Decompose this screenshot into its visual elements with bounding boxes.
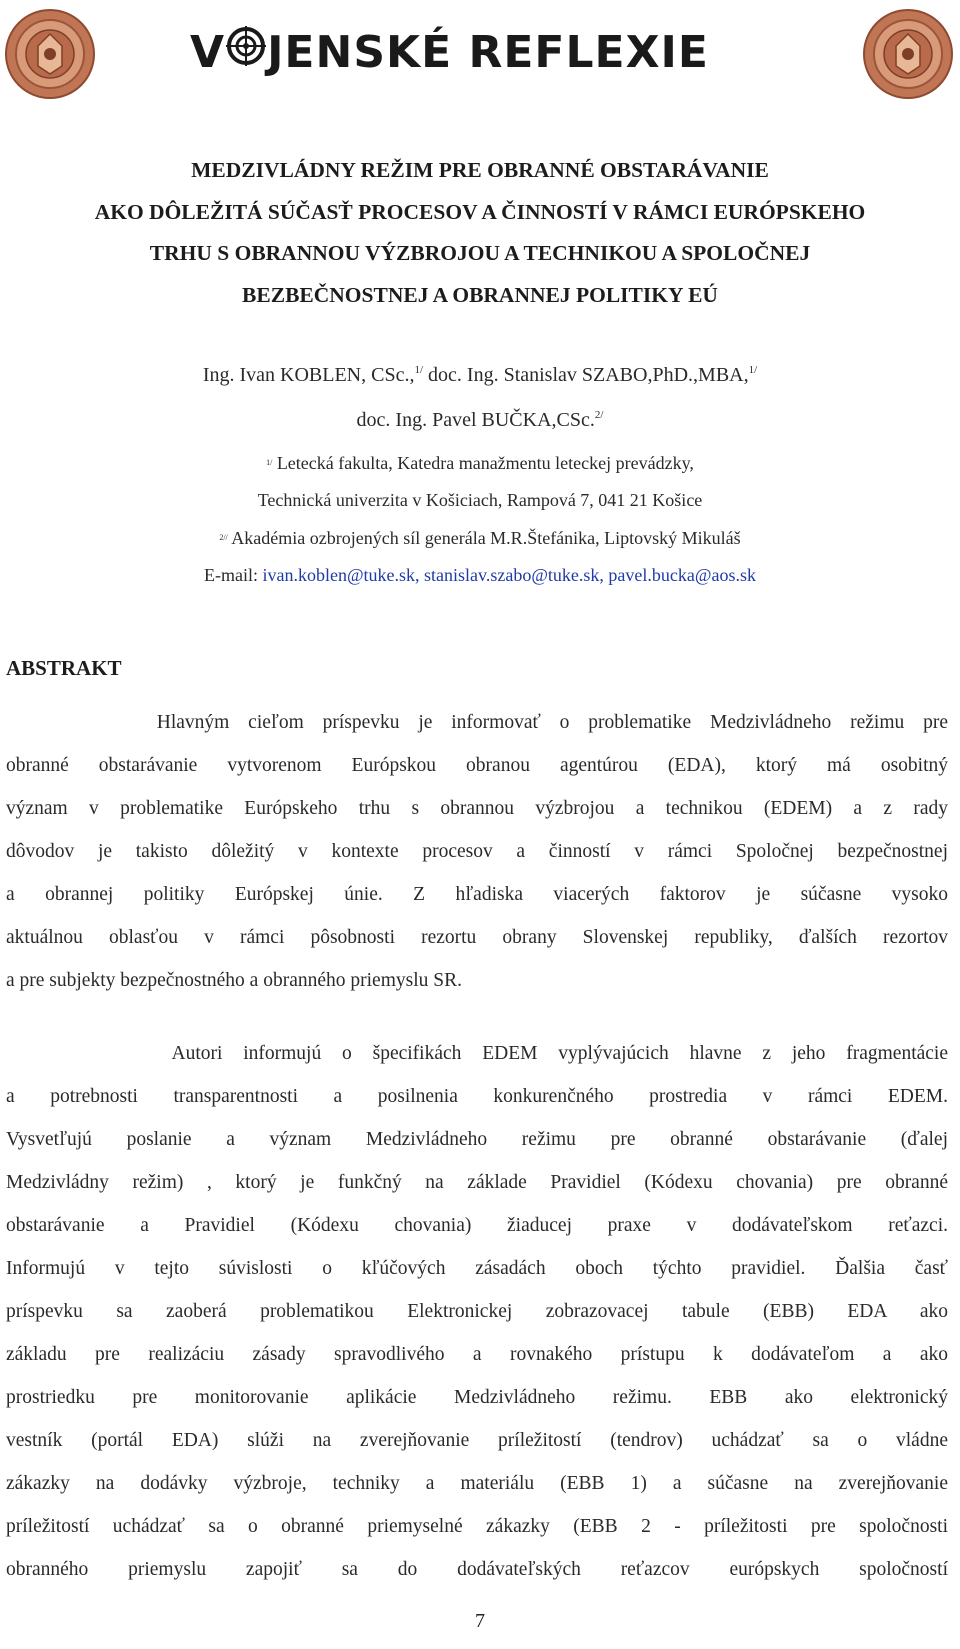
- text-line: obstarávanie a Pravidiel (Kódexu chovania) žiaducej praxe v dodávateľskom reťazci.: [6, 1215, 948, 1236]
- text-line: Informujú v tejto súvislosti o kľúčových zásadách oboch týchto pravidiel. Ďalšia časť: [6, 1258, 948, 1279]
- journal-header: [0, 0, 960, 110]
- text-line: a pre subjekty bezpečnostného a obranného priemyslu SR.: [6, 970, 462, 991]
- abstract-heading: ABSTRAKT: [6, 656, 122, 680]
- affiliation-marker: 2//: [219, 533, 228, 542]
- author-name: Ing. Ivan KOBLEN, CSc.,: [202, 364, 415, 386]
- email-line: [0, 557, 960, 594]
- affiliation-marker: 2/: [594, 409, 604, 421]
- text-line: Hlavným cieľom príspevku je informovať o problematike Medzivládneho režimu pre: [6, 712, 948, 733]
- text-line: Autori informujú o špecifikách EDEM vyplývajúcich hlavne z jeho fragmentácie: [6, 1043, 948, 1064]
- text-line: príležitostí uchádzať sa o obranné priemyselné zákazky (EBB 2 - príležitosti pre spoločnosti: [6, 1516, 948, 1537]
- text-line: základu pre realizáciu zásady spravodlivého a rovnakého prístupu k dodávateľom a ako: [6, 1344, 948, 1365]
- text-line: Vysvetľujú poslanie a význam Medzivládneho režimu pre obranné obstarávanie (ďalej: [6, 1129, 948, 1150]
- abstract-paragraph: [6, 701, 948, 1002]
- author-name: doc. Ing. Stanislav SZABO,PhD.,MBA,: [423, 364, 749, 386]
- author-list: [0, 350, 960, 440]
- affiliation-line: Technická univerzita v Košiciach, Rampová 7, 041 21 Košice: [257, 490, 703, 510]
- seal-emblem-icon: [862, 8, 954, 100]
- paper-title: [0, 150, 960, 316]
- text-line: Medzivládny režim) , ktorý je funkčný na základe Pravidiel (Kódexu chovania) pre obranné: [6, 1172, 948, 1193]
- affiliation-marker: 1/: [266, 458, 273, 467]
- text-line: a obrannej politiky Európskej únie. Z hľadiska viacerých faktorov je súčasne vysoko: [6, 884, 948, 905]
- affiliation-line: [0, 444, 960, 482]
- text-line: dôvodov je takisto dôležitý v kontexte procesov a činností v rámci Spoločnej bezpečnostnej: [6, 841, 948, 862]
- abstract-paragraph: [6, 1032, 948, 1591]
- text-line: obranného priemyslu zapojiť sa do dodávateľských reťazcov európskych spoločností: [6, 1559, 948, 1580]
- text-line: aktuálnou oblasťou v rámci pôsobnosti rezortu obrany Slovenskej republiky, ďalších rezortov: [6, 927, 948, 948]
- email-label: E-mail:: [204, 565, 263, 585]
- title-line: TRHU S OBRANNOU VÝZBROJOU A TECHNIKOU A SPOLOČNEJ: [149, 241, 811, 265]
- author-line: [0, 395, 960, 440]
- page-number: 7: [475, 1610, 485, 1632]
- affiliation-marker: 1/: [414, 364, 424, 376]
- affiliation-text: Akadémia ozbrojených síl generála M.R.Štefánika, Liptovský Mikuláš: [227, 528, 741, 548]
- title-line: MEDZIVLÁDNY REŽIM PRE OBRANNÉ OBSTARÁVANIE: [191, 158, 769, 182]
- text-line: zákazky na dodávky výzbroje, techniky a materiálu (EBB 1) a súčasne na zverejňovanie: [6, 1473, 948, 1494]
- title-line: BEZBEČNOSTNEJ A OBRANNEJ POLITIKY EÚ: [242, 282, 718, 307]
- affiliation-marker: 1/: [748, 364, 758, 376]
- text-line: prostriedku pre monitorovanie aplikácie Medzivládneho režimu. EBB ako elektronický: [6, 1387, 948, 1408]
- seal-emblem-icon: [4, 8, 96, 100]
- crosshair-target-icon: [226, 24, 266, 80]
- title-line: AKO DÔLEŽITÁ SÚČASŤ PROCESOV A ČINNOSTÍ V RÁMCI EURÓPSKEHO: [94, 199, 866, 224]
- affiliation-text: Letecká fakulta, Katedra manažmentu leteckej prevádzky,: [272, 453, 694, 473]
- text-line: vestník (portál EDA) slúži na zverejňovanie príležitostí (tendrov) uchádzať sa o vládne: [6, 1430, 948, 1451]
- text-line: obranné obstarávanie vytvorenom Európskou obranou agentúrou (EDA), ktorý má osobitný: [6, 755, 948, 776]
- text-line: a potrebnosti transparentnosti a posilnenia konkurenčného prostredia v rámci EDEM.: [6, 1086, 948, 1107]
- email-links[interactable]: ivan.koblen@tuke.sk, stanislav.szabo@tuke.sk, pavel.bucka@aos.sk: [262, 565, 756, 585]
- author-name: doc. Ing. Pavel BUČKA,CSc.: [356, 409, 595, 431]
- affiliations: [0, 444, 960, 594]
- affiliation-line: [0, 519, 960, 557]
- journal-masthead: V JENSKÉ REFLEXIE: [190, 24, 780, 80]
- text-line: príspevku sa zaoberá problematikou Elektronickej zobrazovacej tabule (EBB) EDA ako: [6, 1301, 948, 1322]
- text-line: význam v problematike Európskeho trhu s obrannou výzbrojou a technikou (EDEM) a z rady: [6, 798, 948, 819]
- author-line: [0, 350, 960, 395]
